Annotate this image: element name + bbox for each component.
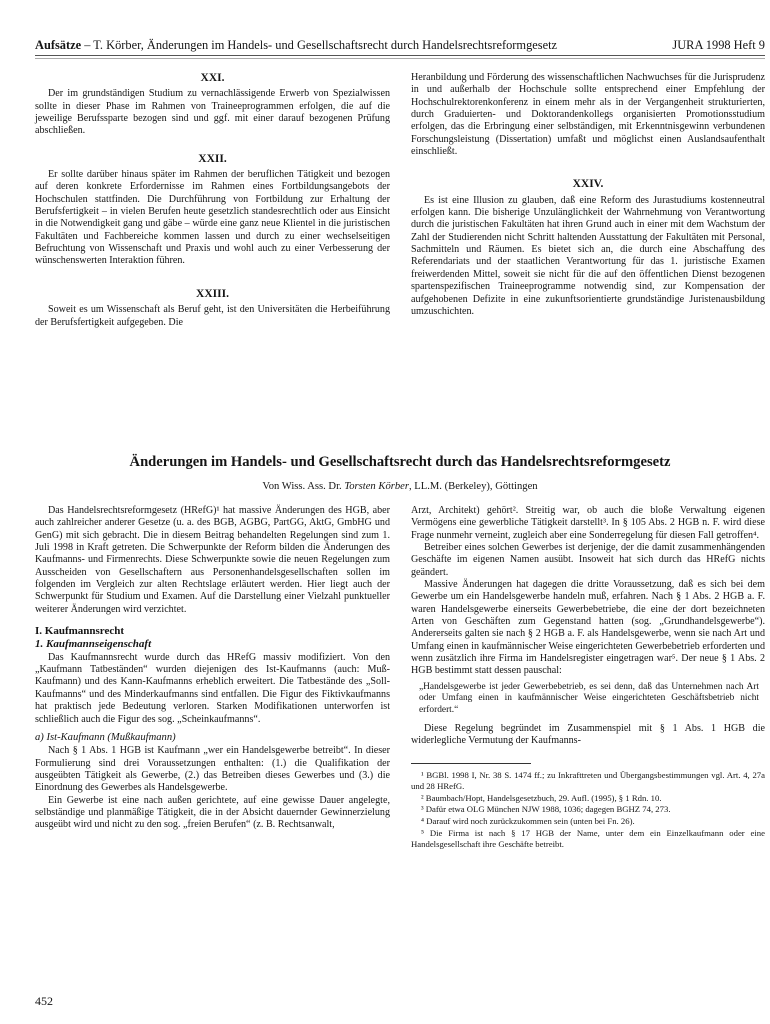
- running-header: [35, 36, 765, 54]
- header-rule: [35, 55, 765, 56]
- lower-left-column: [35, 505, 390, 832]
- paragraph: Soweit es um Wissenschaft als Beruf geht, ist den Universitäten die Herbeiführung der Berufsfertigkeit aufgegeben. Die: [35, 304, 390, 328]
- paragraph: Diese Regelung begründet im Zusammenspiel mit § 1 Abs. 1 HGB die widerlegliche Vermutung der Kaufmanns-: [411, 722, 765, 746]
- paragraph: Es ist eine Illusion zu glauben, daß eine Reform des Jurastudiums kostenneutral erfolgen kann. Die bisherige Unzulänglichkeit der Wahrnehmung von Verantwortung durch die juristischen Fakultäten hat ihren Grund auch in einer mit dem Wachstum der Zahl der Studierenden nicht Schritt haltenden Ausstattung der Fakultäten mit Personal, Sachmitteln und Räumen. Es bietet sich an, die durch eine Abschaffung des Referendariats und der staatlichen Verantwortung für das 1. juristische Examen freiwerdenden Mittel, soweit sie nicht für die auf den öffentlichen Dienst bezogenen spartenspezifischen Traineeprogramme notwendig sind, zur Kompensation der aufgehobenen Defizite in eine zukunftsorientierte grundständige Juristenausbildung umzuschichten.: [411, 194, 765, 317]
- paragraph: Arzt, Architekt) gehört². Streitig war, ob auch die bloße Verwaltung eigenen Vermögens eine gewerbliche Tätigkeit darstellt³. In § 105 Abs. 2 HGB n. F. wird diese Frage nunmehr verneint, zugleich aber eine Sonderregelung für diesen Fall getroffen⁴.: [411, 505, 765, 541]
- author-name: Torsten Körber: [344, 481, 409, 492]
- section-number-21: XXI.: [200, 72, 225, 84]
- section-number-22: XXII.: [198, 152, 227, 165]
- paragraph: Massive Änderungen hat dagegen die dritte Voraussetzung, daß es sich bei dem Gewerbe um ein Handelsgewerbe handeln muß, erfahren. Nach § 1 Abs. 2 HGB a. F. waren Handelsgewerbe einerseits Gewerbebetriebe, die eine der dort bezeichneten Arten von Geschäften zum Gegenstand hatten (sog. „Grundhandelsgewerbe“). Andererseits galten sie nach § 2 HGB a. F. als Handelsgewerbe, wenn sie nach Art und Umfang einen in kaufmännischer Weise eingerichteten Gewerbebetrieb erforderten und wenn zusätzlich ihre Firma im Handelsregister eingetragen war⁵. Der neue § 1 Abs. 2 HGB bestimmt statt dessen pauschal:: [411, 579, 765, 677]
- footnote: ⁴ Darauf wird noch zurückzukommen sein (unten bei Fn. 26).: [421, 816, 635, 827]
- author-suffix: , LL.M. (Berkeley), Göttingen: [409, 481, 538, 492]
- heading-kaufmannseigenschaft: 1. Kaufmannseigenschaft: [35, 638, 152, 651]
- paragraph: Das Kaufmannsrecht wurde durch das HRefG massiv modifiziert. Von den „Kaufmann Tatbeständen“ wurden diejenigen des Ist-Kaufmanns (auch: Muß-Kaufmann) und des Kann-Kaufmanns erheblich erweitert. Die Tatbestände des „Soll-Kaufmanns“ und des Minderkaufmanns sind entfallen. Die Figur des Fiktivkaufmanns hat praktisch jede Bedeutung verloren. Starken Modifikationen unterworfen ist schließlich auch die Figur des sog. „Scheinkaufmanns“.: [35, 651, 390, 725]
- section-spacer: [411, 158, 765, 178]
- footnote: ¹ BGBl. 1998 I, Nr. 38 S. 1474 ff.; zu Inkrafttreten und Übergangsbestimmungen vgl. Art. 4, 27a und 28 HRefG.: [411, 770, 765, 791]
- footnote: ⁵ Die Firma ist nach § 17 HGB der Name, unter dem ein Einzelkaufmann oder eine Handelsgesellschaft ihre Geschäfte betreibt.: [411, 827, 765, 849]
- header-title: – T. Körber, Änderungen im Handels- und Gesellschaftsrecht durch Handelsrechtsreformgesetz: [81, 38, 558, 52]
- section-number-24: XXIV.: [572, 178, 604, 191]
- paragraph: Ein Gewerbe ist eine nach außen gerichtete, auf eine gewisse Dauer angelegte, selbständige und planmäßige Tätigkeit, die in der Absicht dauernder Gewinnerzielung ausgeübt wird und nicht zu den sog. „freien Berufen“ (z. B. Rechtsanwalt,: [35, 794, 390, 831]
- running-header-left: [35, 38, 557, 52]
- lower-right-column: [411, 505, 765, 850]
- upper-left-column: [35, 72, 390, 329]
- statute-quote: „Handelsgewerbe ist jeder Gewerbebetrieb, es sei denn, daß das Unternehmen nach Art oder Umfang einen in kaufmännischer Weise eingerichteten Geschäftsbetrieb nicht erfordert.“: [419, 681, 759, 715]
- author-line: [35, 480, 765, 494]
- footnote-rule: [411, 763, 531, 764]
- author-prefix: Von Wiss. Ass. Dr.: [262, 481, 345, 492]
- paragraph: Er sollte darüber hinaus später im Rahmen der beruflichen Tätigkeit und bezogen auf deren konkrete Erfordernisse im Rahmen eines Fortbildungsangebots der Hochschulen stattfinden. Die Durchführung von Fortbildung zur Erhaltung der Berufsfertigkeit – in vielen Berufen heute gesetzlich standesrechtlich oder aus Einsicht in die Notwendigkeit gang und gäbe – würde eine ganz neue Klientel in die juristischen Fakultäten und Fachbereiche kommen lassen und durch zu einer wechselseitigen Befruchtung von Wissenschaft und Praxis und wohl auch zu einer Verbesserung der wünschenswerten Interaktion führen.: [35, 169, 390, 267]
- heading-kaufmannsrecht: I. Kaufmannsrecht: [35, 625, 125, 638]
- section-spacer: [35, 138, 390, 153]
- paragraph: Betreiber eines solchen Gewerbes ist derjenige, der die damit zusammenhängenden Geschäfte im eigenen Namen ausübt. Insoweit hat sich durch das HRefG nichts geändert.: [411, 542, 765, 578]
- header-rule-thin: [35, 58, 765, 59]
- paragraph: Heranbildung und Förderung des wissenschaftlichen Nachwuchses für die Jurisprudenz in und außerhalb der Hochschule sollte entsprechend einer Empfehlung der Hochschulrektorenkonferenz in einem mehr als in der Vergangenheit strukturierten, durch Graduierten- und Doktorandenkollegs organisierten Promotionsstudium erfolgen, das die Erbringung einer selbständigen, mit Erkenntnisgewinn verbundenen Forschungsleistung (Dissertation) umfaßt und möglichst einen Auslandsaufenthalt einschließt.: [411, 72, 765, 158]
- page-number: 452: [35, 994, 53, 1008]
- footnote: ² Baumbach/Hopt, Handelsgesetzbuch, 29. Aufl. (1995), § 1 Rdn. 10.: [421, 792, 662, 803]
- upper-right-column: [411, 72, 765, 318]
- footnote: ³ Dafür etwa OLG München NJW 1988, 1036; dagegen BGHZ 74, 273.: [421, 804, 671, 815]
- paragraph: Der im grundständigen Studium zu vernachlässigende Erwerb von Spezialwissen sollte in dieser Phase im Rahmen von Traineeprogrammen erfolgen, die auf die jeweilige Berufssparte bezogen sind und ggf. mit einer darauf bezogenen Prüfung abschließen.: [35, 88, 390, 137]
- paragraph: Nach § 1 Abs. 1 HGB ist Kaufmann „wer ein Handelsgewerbe betreibt“. In dieser Formulierung sind drei Voraussetzungen enthalten: (1.) die Qualifikation der ausgeübten Tätigkeit als Gewerbe, (2.) das Betreiben dieses Gewerbes und (3.) die Einordnung des Gewerbes als Handelsgewerbe.: [35, 745, 390, 794]
- header-section: Aufsätze: [35, 38, 82, 52]
- intro-paragraph: Das Handelsrechtsreformgesetz (HRefG)¹ hat massive Änderungen des HGB, aber auch zahlreicher anderer Gesetze (u. a. des BGB, AGBG, PartGG, AktG, GmbHG und GenG) mit sich gebracht. Die in diesem Beitrag behandelten Regelungen sind zum 1. Juli 1998 in Kraft getreten. Die Schwerpunkte der Reform bilden die Änderungen des Kaufmanns- und Firmenrechts. Diese Schwerpunkte sowie die neuen Regelungen zum Ausscheiden von Gesellschaftern aus Personenhandelsgesellschaften sollen im folgenden im Vergleich zur alten Rechtslage erläutert werden. Hier liegt auch der Schwerpunkt für Studium und Examen. Auf die Darstellung einer Vielzahl punktueller weiterer Änderungen wird verzichtet.: [35, 505, 390, 615]
- article-title: Änderungen im Handels- und Gesellschaftsrecht durch das Handelsrechtsreformgesetz: [129, 454, 671, 470]
- heading-ist-kaufmann: a) Ist-Kaufmann (Mußkaufmann): [35, 731, 176, 743]
- section-spacer: [35, 268, 390, 288]
- section-number-23: XXIII.: [196, 287, 229, 300]
- header-journal: JURA 1998 Heft 9: [672, 38, 765, 52]
